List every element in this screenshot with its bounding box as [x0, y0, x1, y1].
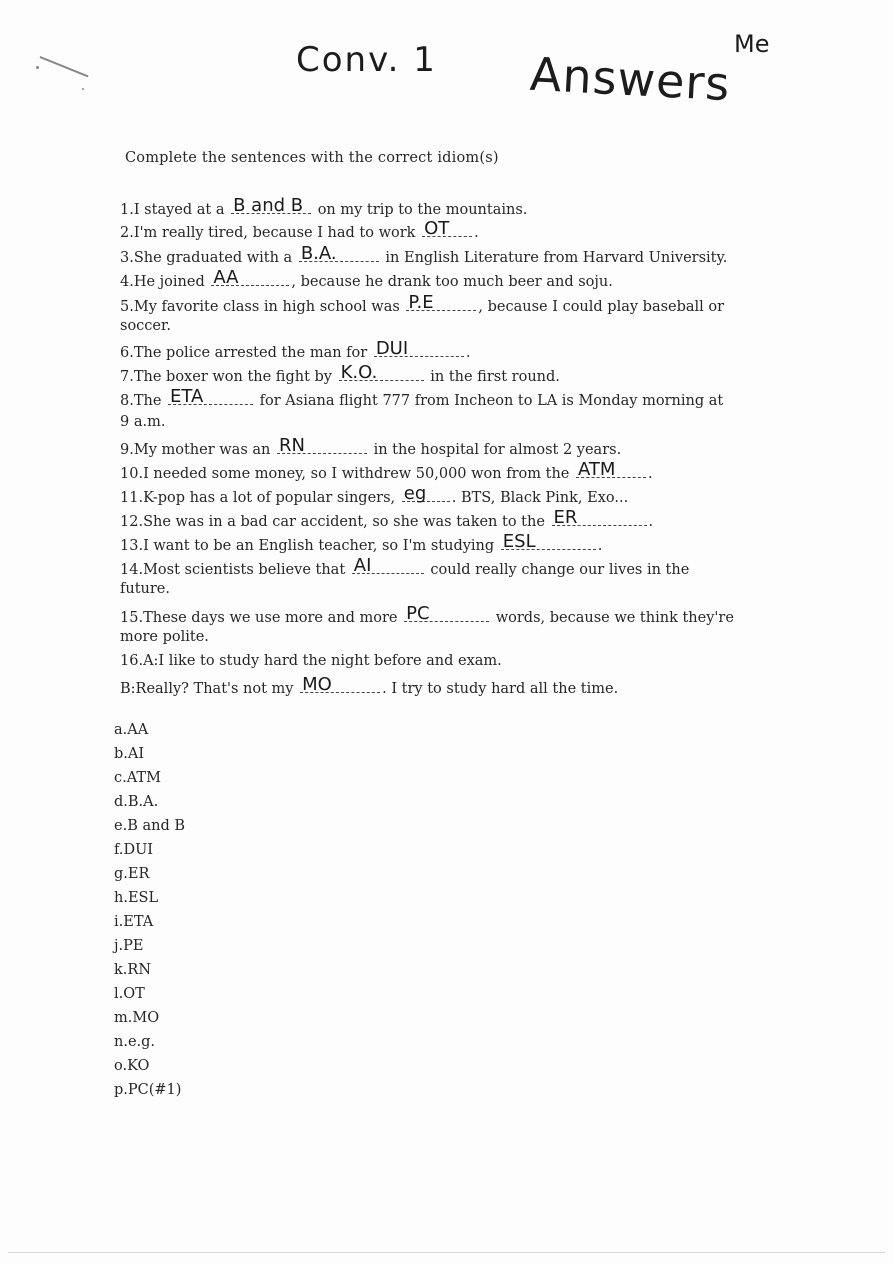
question-item — [120, 483, 629, 506]
question-item — [120, 386, 724, 409]
question-text-before: I stayed at a — [133, 202, 230, 218]
answer-option: c.ATM — [114, 770, 161, 786]
handwritten-answer: OT — [424, 218, 450, 239]
question-text-before: I needed some money, so I withdrew 50,000 won from the — [143, 466, 574, 482]
handwritten-answer: DUI — [375, 338, 409, 359]
answer-option: i.ETA — [114, 914, 154, 930]
question-continuation: soccer. — [120, 318, 171, 334]
answer-option: n.e.g. — [114, 1034, 156, 1050]
handwritten-answer: PC — [406, 603, 430, 624]
question-text-after: for Asiana flight 777 from Incheon to LA is Monday morning at — [255, 393, 724, 409]
question-number: 5. — [120, 299, 134, 315]
question-item — [120, 555, 690, 578]
question-text-before: My mother was an — [133, 442, 275, 458]
question-number: 9. — [120, 442, 134, 458]
question-item — [120, 218, 479, 241]
question-number: 1. — [120, 202, 134, 218]
question-text-before: B:Really? That's not my — [120, 681, 299, 697]
question-text-before: He joined — [133, 274, 210, 290]
handwritten-answer: ATM — [577, 459, 616, 480]
question-text-after: . I try to study hard all the time. — [382, 681, 619, 697]
question-text-after: . — [648, 514, 654, 530]
answer-option: p.PC(#1) — [114, 1082, 182, 1098]
handwritten-answer: AA — [213, 267, 239, 288]
question-text-after: in the first round. — [425, 369, 560, 385]
question-text-after: words, because we think they're — [491, 610, 734, 626]
question-item — [120, 195, 528, 218]
question-item — [120, 292, 725, 315]
question-text-before: Most scientists believe that — [143, 562, 350, 578]
answer-option: h.ESL — [114, 890, 159, 906]
scan-mark-line — [40, 56, 89, 77]
question-item — [120, 435, 622, 458]
answer-blank[interactable] — [374, 338, 464, 359]
question-text-before: She graduated with a — [133, 250, 297, 266]
question-number: 16. — [120, 653, 144, 669]
answer-blank[interactable] — [404, 603, 489, 624]
handwritten-answers-label: Answers — [528, 46, 732, 112]
question-number: 3. — [120, 250, 134, 266]
question-item — [120, 603, 734, 626]
answer-blank[interactable] — [231, 195, 311, 216]
question-text-before: I'm really tired, because I had to work — [133, 225, 421, 241]
question-text-before: She was in a bad car accident, so she was taken to the — [143, 514, 550, 530]
question-text-after: in English Literature from Harvard University. — [380, 250, 728, 266]
handwritten-answer: eg — [403, 483, 427, 504]
handwritten-class-label: Conv. 1 — [296, 40, 437, 80]
question-item — [120, 362, 560, 385]
question-text-before: I want to be an English teacher, so I'm studying — [143, 538, 499, 554]
question-text-after: , because I could play baseball or — [478, 299, 725, 315]
question-continuation: 9 a.m. — [120, 414, 166, 430]
question-text-before: My favorite class in high school was — [133, 299, 405, 315]
question-text-after: . — [474, 225, 479, 241]
answer-blank[interactable] — [277, 435, 367, 456]
handwritten-answer: RN — [278, 435, 305, 456]
question-continuation: future. — [120, 581, 170, 597]
question-number: 6. — [120, 345, 134, 361]
question-item — [120, 459, 653, 482]
answer-option: o.KO — [114, 1058, 150, 1074]
answer-option: a.AA — [114, 722, 149, 738]
question-text-after: . — [465, 345, 471, 361]
handwritten-answer: P.E — [408, 292, 434, 313]
question-text-before: The police arrested the man for — [133, 345, 372, 361]
question-number: 2. — [120, 225, 134, 241]
answer-option: b.AI — [114, 746, 145, 762]
question-item — [120, 507, 654, 530]
scan-mark-dot — [82, 88, 84, 90]
page-edge-line — [8, 1252, 885, 1253]
question-text-before: K-pop has a lot of popular singers, — [143, 490, 400, 506]
question-item — [120, 243, 728, 266]
answer-blank[interactable] — [422, 218, 472, 239]
answer-blank[interactable] — [352, 555, 424, 576]
answer-blank[interactable] — [501, 531, 596, 552]
answer-option: l.OT — [114, 986, 145, 1002]
answer-blank[interactable] — [406, 292, 476, 313]
handwritten-answer: ESL — [502, 531, 536, 552]
question-continuation: more polite. — [120, 629, 209, 645]
question-item — [120, 531, 603, 554]
answer-option: f.DUI — [114, 842, 154, 858]
question-number: 15. — [120, 610, 144, 626]
handwritten-answer: ER — [553, 507, 578, 528]
handwritten-answer: B and B — [233, 195, 304, 216]
question-text-after: , because he drank too much beer and soju. — [291, 274, 613, 290]
answer-option: d.B.A. — [114, 794, 159, 810]
question-number: 7. — [120, 369, 134, 385]
answer-blank[interactable] — [211, 267, 289, 288]
answer-blank[interactable] — [339, 362, 424, 383]
question-text-before: A:I like to study hard the night before and exam. — [143, 653, 502, 669]
question-number: 11. — [120, 490, 144, 506]
handwritten-answer: K.O. — [340, 362, 378, 383]
handwritten-answer: ETA — [170, 386, 204, 407]
instructions: Complete the sentences with the correct idiom(s) — [125, 150, 499, 166]
answer-option: e.B and B — [114, 818, 185, 834]
question-text-after: . — [647, 466, 653, 482]
handwritten-answer: MO — [302, 674, 332, 695]
answer-blank[interactable] — [300, 674, 380, 695]
question-number: 10. — [120, 466, 144, 482]
answer-blank[interactable] — [299, 243, 379, 264]
question-text-after: in the hospital for almost 2 years. — [368, 442, 622, 458]
answer-blank[interactable] — [552, 507, 647, 528]
answer-option: k.RN — [114, 962, 152, 978]
answer-blank[interactable] — [168, 386, 253, 407]
question-item — [120, 653, 502, 669]
answer-blank[interactable] — [402, 483, 450, 504]
question-text-after: could really change our lives in the — [425, 562, 690, 578]
question-item — [120, 338, 471, 361]
answer-blank[interactable] — [576, 459, 646, 480]
handwritten-answer: AI — [353, 555, 372, 576]
answer-option: g.ER — [114, 866, 150, 882]
handwritten-answer: B.A. — [300, 243, 337, 264]
question-number: 12. — [120, 514, 144, 530]
question-number: 14. — [120, 562, 144, 578]
question-text-after: . — [597, 538, 603, 554]
question-text-after: . BTS, Black Pink, Exo... — [451, 490, 629, 506]
question-number: 8. — [120, 393, 134, 409]
question-number: 13. — [120, 538, 144, 554]
question-item — [120, 674, 619, 697]
handwritten-me-label: Me — [734, 30, 770, 58]
answer-option: j.PE — [114, 938, 144, 954]
question-number: 4. — [120, 274, 134, 290]
scan-mark-dot — [36, 66, 39, 69]
question-text-after: on my trip to the mountains. — [313, 202, 528, 218]
question-text-before: The boxer won the fight by — [133, 369, 337, 385]
answer-option: m.MO — [114, 1010, 160, 1026]
question-text-before: The — [133, 393, 167, 409]
question-text-before: These days we use more and more — [143, 610, 403, 626]
question-item — [120, 267, 613, 290]
